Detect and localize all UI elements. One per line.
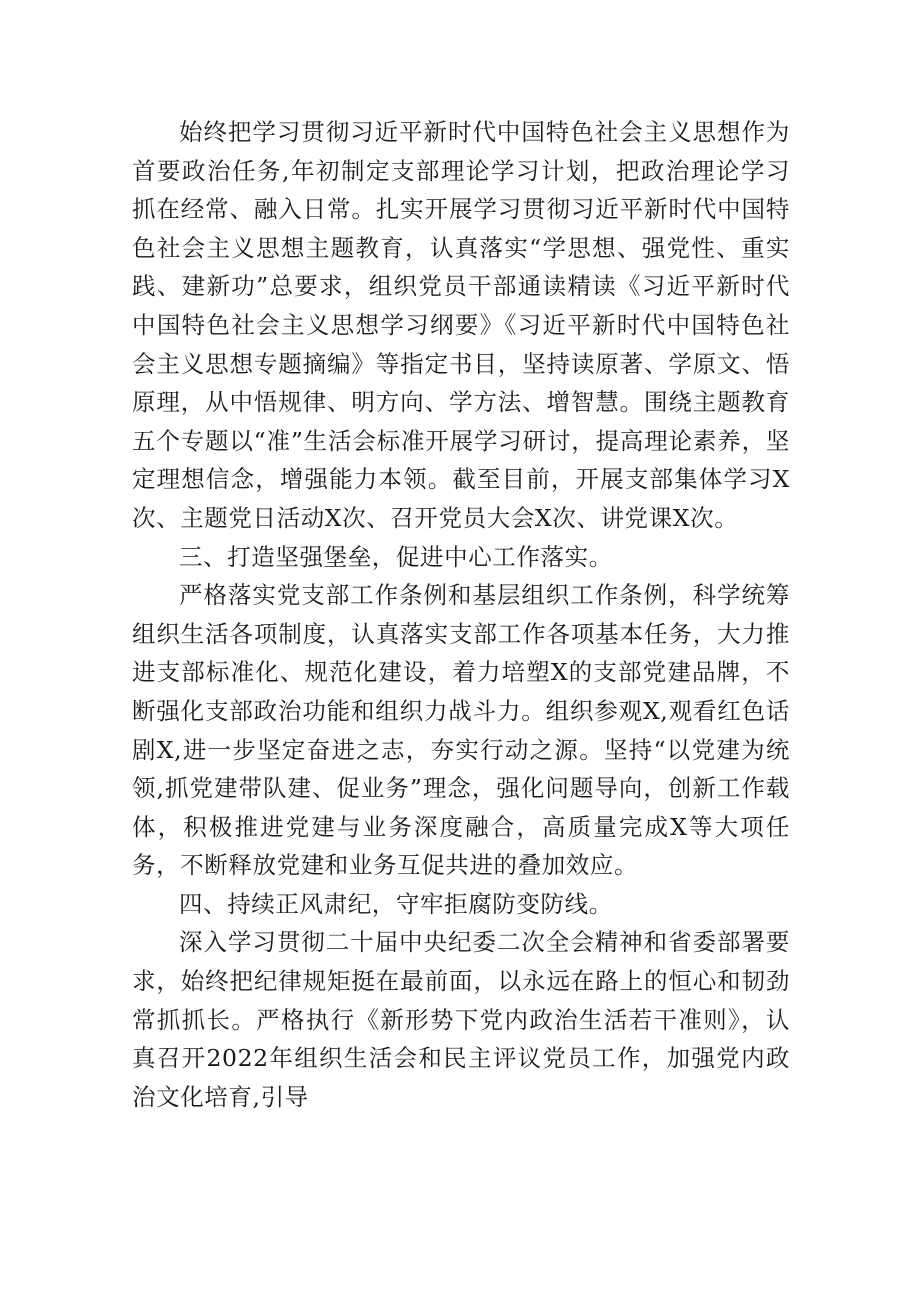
paragraph-theory-study: 始终把学习贯彻习近平新时代中国特色社会主义思想作为首要政治任务,年初制定支部理论学习计划，把政治理论学习抓在经常、融入日常。扎实开展学习贯彻习近平新时代中国特色社会主义思想主题教育，认真落实“学思想、强党性、重实践、建新功”总要求，组织党员干部通读精读《习近平新时代中国特色社会主义思想学习纲要》《习近平新时代中国特色社会主义思想专题摘编》等指定书目，坚持读原著、学原文、悟原理，从中悟规律、明方向、学方法、增智慧。围绕主题教育五个专题以“准”生活会标准开展学习研讨，提高理论素养，坚定理想信念，增强能力本领。截至目前，开展支部集体学习X次、主题党日活动X次、召开党员大会X次、讲党课X次。 xyxy=(132,118,790,532)
paragraph-discipline: 深入学习贯彻二十届中央纪委二次全会精神和省委部署要求，始终把纪律规矩挺在最前面，以永远在路上的恒心和韧劲常抓抓长。严格执行《新形势下党内政治生活若干准则》，认真召开2022年组织生活会和民主评议党员工作，加强党内政治文化培育,引导 xyxy=(132,928,790,1111)
paragraph-strong-fortress: 严格落实党支部工作条例和基层组织工作条例，科学统筹组织生活各项制度，认真落实支部工作各项基本任务，大力推进支部标准化、规范化建设，着力培塑X的支部党建品牌，不断强化支部政治功能和组织力战斗力。组织参观X,观看红色话剧X,进一步坚定奋进之志，夯实行动之源。坚持“以党建为统领,抓党建带队建、促业务”理念，强化问题导向，创新工作载体，积极推进党建与业务深度融合，高质量完成X等大项任务，不断释放党建和业务互促共进的叠加效应。 xyxy=(132,581,790,880)
section-heading-3: 三、打造坚强堡垒，促进中心工作落实。 xyxy=(179,542,613,571)
document-body xyxy=(132,113,790,1116)
section-heading-4: 四、持续正风肃纪，守牢拒腐防变防线。 xyxy=(179,889,613,918)
